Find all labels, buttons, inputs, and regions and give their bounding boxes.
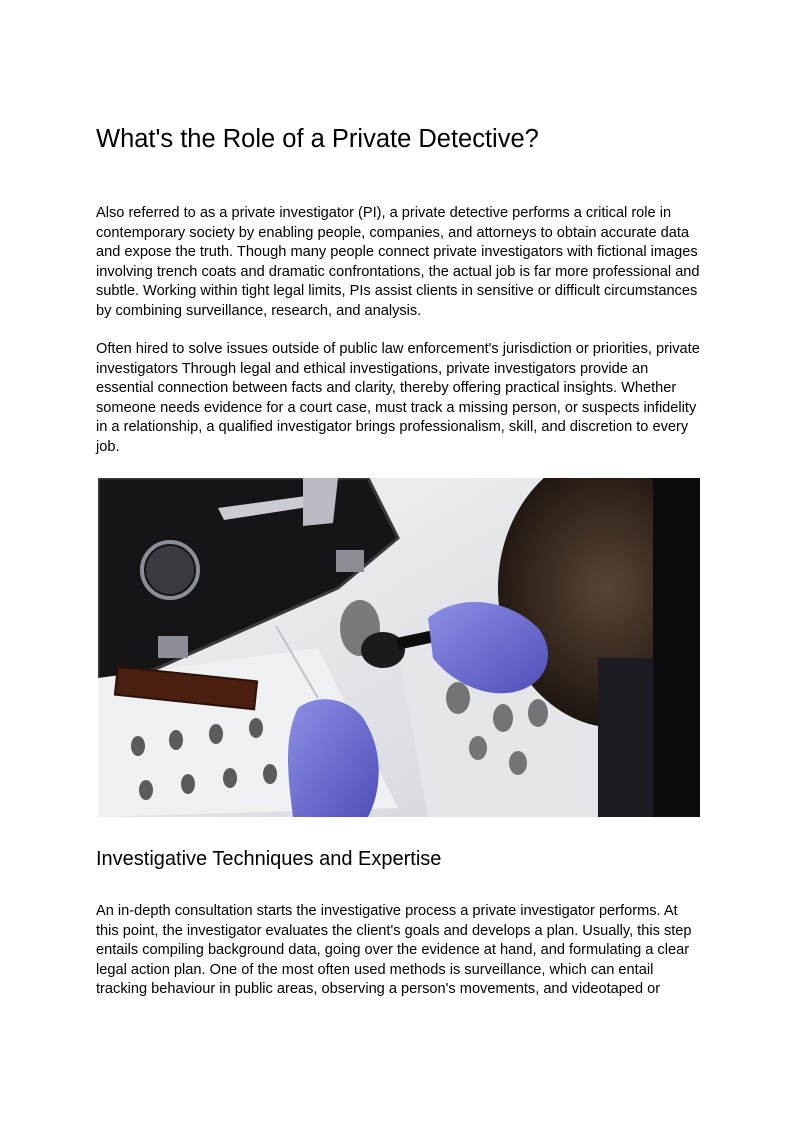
second-paragraph: Often hired to solve issues outside of public law enforcement's jurisdiction or priorities, private investigators Through legal and ethical investigations, private investigators provide an essential connection between facts and clarity, thereby offering practical insights. Whether someone needs evidence for a court case, must track a missing person, or suspects infidelity in a relationship, a qualified investigator brings professionalism, skill, and discretion to every job. bbox=[96, 341, 700, 455]
section-heading: Investigative Techniques and Expertise bbox=[96, 848, 442, 870]
section-paragraph: An in-depth consultation starts the investigative process a private investigator performs. At this point, the investigator evaluates the client's goals and develops a plan. Usually, this step entails compiling background data, going over the evidence at hand, and formulating a clear legal action plan. One of the most often used methods is surveillance, which can entail tracking behaviour in public areas, observing a person's movements, and videotaped or bbox=[96, 903, 692, 997]
page-title: What's the Role of a Private Detective? bbox=[96, 125, 539, 153]
investigator-fingerprint-photo bbox=[98, 478, 700, 817]
intro-paragraph: Also referred to as a private investigator (PI), a private detective performs a critical role in contemporary society by enabling people, companies, and attorneys to obtain accurate data and expose the truth. Though many people connect private investigators with fictional images involving trench coats and dramatic confrontations, the actual job is far more professional and subtle. Working within tight legal limits, PIs assist clients in sensitive or difficult circumstances by combining surveillance, research, and analysis. bbox=[96, 205, 700, 319]
